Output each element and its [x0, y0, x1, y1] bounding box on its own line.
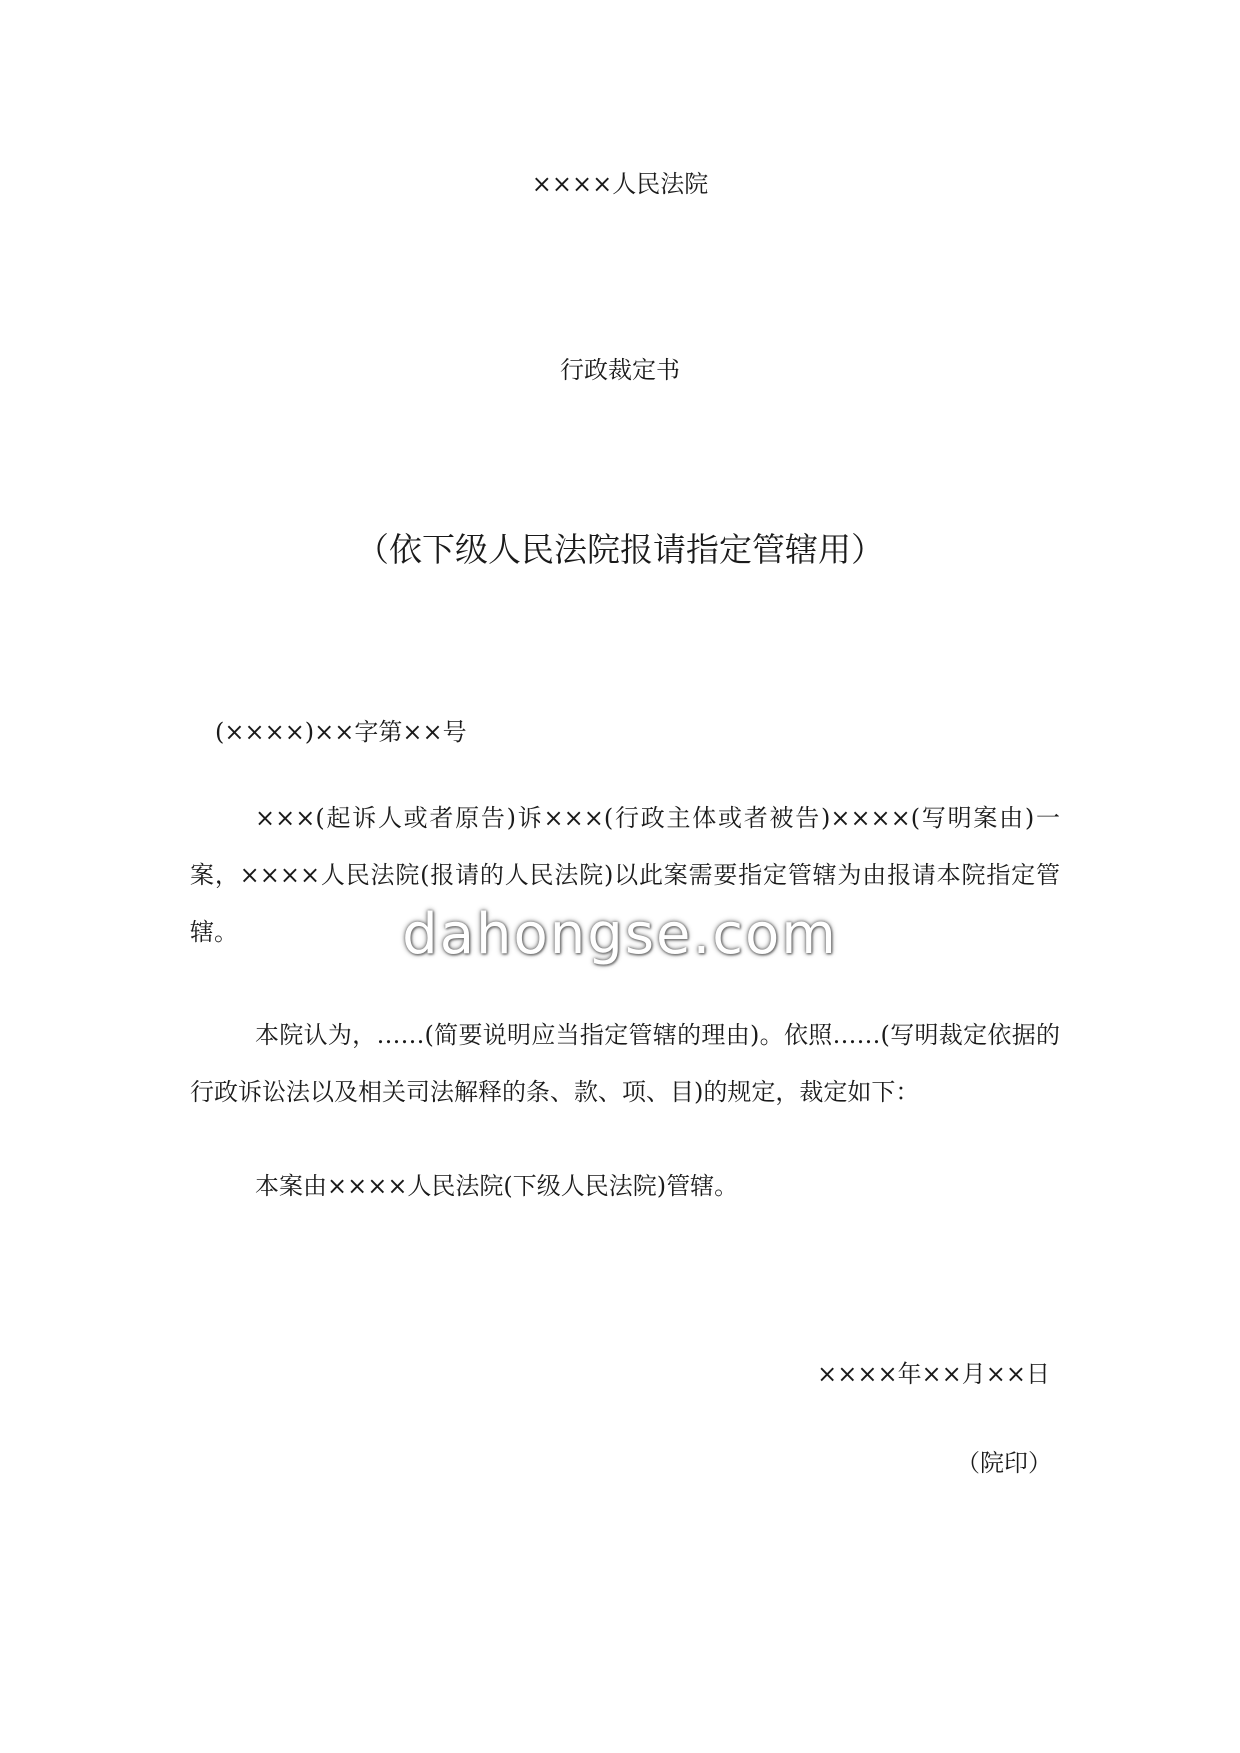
paragraph-ruling: 本案由××××人民法院(下级人民法院)管辖。: [255, 1172, 739, 1200]
court-seal-label: （院印）: [956, 1449, 1052, 1477]
document-title: 行政裁定书: [560, 356, 680, 384]
paragraph-court-opinion: 本院认为，……(简要说明应当指定管辖的理由)。依照……(写明裁定依据的行政诉讼法以及相关司法解释的条、款、项、目)的规定，裁定如下：: [190, 1021, 1060, 1106]
document-subtitle: （依下级人民法院报请指定管辖用）: [356, 530, 884, 569]
case-number: (××××)××字第××号: [215, 718, 467, 746]
ruling-date: ××××年××月××日: [817, 1360, 1050, 1388]
paragraph-case-summary: ×××(起诉人或者原告)诉×××(行政主体或者被告)××××(写明案由)一案，××××人民法院(报请的人民法院)以此案需要指定管辖为由报请本院指定管辖。: [190, 804, 1060, 946]
watermark: dahongse.com: [402, 902, 838, 967]
court-name: ××××人民法院: [531, 170, 709, 198]
